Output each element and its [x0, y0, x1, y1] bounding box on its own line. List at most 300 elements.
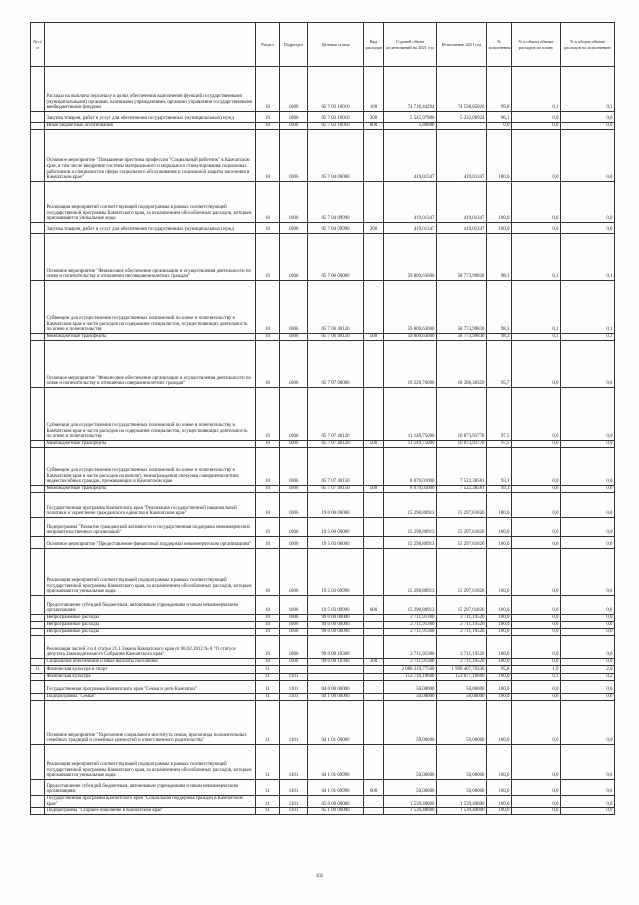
budget-table: [30, 22, 615, 815]
row-podrazdel: 1006: [280, 234, 308, 281]
row-share-plan: 0,0: [512, 549, 561, 596]
row-razdel: 10: [256, 112, 280, 123]
row-target-article: 19 5 03 00000: [308, 537, 364, 549]
row-annual-plan: 2 711,91300: [384, 622, 437, 629]
row-expense-type: [364, 182, 384, 223]
row-share-execution: 0,0: [561, 622, 615, 629]
row-execution-percent: 93,1: [487, 486, 512, 493]
row-share-execution: 2,0: [561, 666, 615, 674]
table-row: [31, 666, 615, 674]
row-expense-type: [364, 694, 384, 701]
row-razdel: 10: [256, 67, 280, 112]
row-annual-plan: 419,01347: [384, 130, 437, 182]
row-share-plan: 0,0: [512, 780, 561, 796]
row-execution-percent: 100,0: [487, 596, 512, 615]
row-target-article: 19 5 03 09990: [308, 549, 364, 596]
row-podrazdel: 1006: [280, 518, 308, 537]
row-execution: 58 773,99830: [437, 234, 487, 281]
row-share-plan: 0,0: [512, 123, 561, 130]
row-target-article: 05 1 00 00000: [308, 808, 364, 815]
row-razdel: 11: [256, 780, 280, 796]
row-execution: 74 538,85026: [437, 67, 487, 112]
row-execution: 50,00000: [437, 745, 487, 780]
row-annual-plan: 19 228,76000: [384, 341, 437, 388]
row-expense-type: [364, 636, 384, 659]
row-expense-type: [364, 808, 384, 815]
row-expense-type: 200: [364, 112, 384, 123]
row-target-article: 05 7 06 40120: [308, 334, 364, 341]
row-name: Непрограммные расходы: [45, 629, 256, 636]
row-share-plan: 0,0: [512, 112, 561, 123]
row-number: [31, 596, 45, 615]
row-name: Субвенции для осуществления государственных полномочий по опеке и попечительству в Камчатском крае в части расходов на содержание специалистов, осуществляющих деятельность по опеке и попечительству: [45, 388, 256, 441]
row-execution: 1 999 467,79336: [437, 666, 487, 674]
row-number: [31, 518, 45, 537]
row-target-article: 04 1 01 09990: [308, 745, 364, 780]
row-podrazdel: [280, 666, 308, 674]
row-share-execution: 0,0: [561, 123, 615, 130]
row-expense-type: 300: [364, 659, 384, 666]
row-annual-plan: 74 716,44294: [384, 67, 437, 112]
row-razdel: 10: [256, 537, 280, 549]
row-expense-type: 100: [364, 67, 384, 112]
row-execution: 2 711,19526: [437, 622, 487, 629]
row-target-article: 05 7 03 10010: [308, 67, 364, 112]
row-share-execution: 0,0: [561, 441, 615, 448]
row-expense-type: [364, 130, 384, 182]
row-number: [31, 615, 45, 622]
row-annual-plan: 59 809,63000: [384, 281, 437, 334]
table-row: [31, 681, 615, 694]
row-share-plan: 0,0: [512, 808, 561, 815]
row-share-execution: 0,0: [561, 808, 615, 815]
row-share-plan: 0,0: [512, 388, 561, 441]
row-podrazdel: 1006: [280, 537, 308, 549]
row-annual-plan: 15 298,80913: [384, 518, 437, 537]
row-share-plan: 0,0: [512, 518, 561, 537]
row-razdel: 11: [256, 674, 280, 681]
row-podrazdel: 1006: [280, 659, 308, 666]
row-name: Реализация частей 3 и 4 статьи 21.1 Закона Камчатского края от 08.02.2012 № 8 "О статусе депутата Законодательного Собрания Камчатского края": [45, 636, 256, 659]
row-name: Физическая культура и спорт: [45, 666, 256, 674]
table-row: [31, 67, 615, 112]
header-execution: Исполнение 2021 год: [437, 23, 487, 67]
row-razdel: 10: [256, 123, 280, 130]
row-name: Реализация мероприятий соответствующей подпрограммы в рамках соответствующей государственной программы Камчатского края, за исключением обособленных расходов, которым присваиваются уникальные коды: [45, 745, 256, 780]
row-annual-plan: 11 149,75000: [384, 441, 437, 448]
row-name: Государственная программа Камчатского края "Семья и дети Камчатки": [45, 681, 256, 694]
row-annual-plan: 2 711,91300: [384, 659, 437, 666]
row-podrazdel: 1006: [280, 629, 308, 636]
row-podrazdel: 1006: [280, 549, 308, 596]
row-annual-plan: 5,80000: [384, 123, 437, 130]
row-execution: 419,01347: [437, 223, 487, 234]
row-annual-plan: 153 710,19600: [384, 674, 437, 681]
row-expense-type: [364, 493, 384, 518]
row-share-execution: 0,0: [561, 596, 615, 615]
row-execution: 2 711,19526: [437, 629, 487, 636]
row-share-execution: 0,0: [561, 486, 615, 493]
row-execution-percent: 99,8: [487, 67, 512, 112]
row-expense-type: [364, 615, 384, 622]
row-share-plan: 0,0: [512, 681, 561, 694]
row-name: Расходы на выплаты персоналу в целях обеспечения выполнения функций государственными (муниципальными) органами, казенными учреждениями, органами управления государственными внебюджетными фондами: [45, 67, 256, 112]
row-share-execution: 0,0: [561, 636, 615, 659]
row-execution: 7 522,38581: [437, 486, 487, 493]
row-expense-type: [364, 281, 384, 334]
row-number: [31, 629, 45, 636]
row-target-article: 19 0 00 00000: [308, 493, 364, 518]
row-podrazdel: 1006: [280, 636, 308, 659]
header-share-execution: % в общем объеме расходов по исполнению: [561, 23, 615, 67]
row-podrazdel: 1006: [280, 223, 308, 234]
row-number: [31, 123, 45, 130]
row-expense-type: [364, 549, 384, 596]
row-name: Основное мероприятие "Финансовое обеспечение организации и осуществления деятельности по опеке и попечительству в отношении совершеннолетних граждан": [45, 341, 256, 388]
row-number: [31, 486, 45, 493]
row-execution: 7 522,38581: [437, 448, 487, 486]
table-row: [31, 234, 615, 281]
row-razdel: 11: [256, 808, 280, 815]
row-annual-plan: 2 086 319,77500: [384, 666, 437, 674]
row-execution-percent: 100,0: [487, 796, 512, 808]
row-podrazdel: 1006: [280, 448, 308, 486]
row-annual-plan: 419,01347: [384, 182, 437, 223]
row-share-plan: 0,0: [512, 130, 561, 182]
row-target-article: 04 1 01 00000: [308, 701, 364, 745]
row-name: Иные бюджетные ассигнования: [45, 123, 256, 130]
row-share-execution: 0,0: [561, 549, 615, 596]
row-annual-plan: 2 711,91300: [384, 615, 437, 622]
row-share-execution: 0,0: [561, 694, 615, 701]
row-annual-plan: 15 298,80913: [384, 537, 437, 549]
row-share-execution: 0,0: [561, 745, 615, 780]
table-row: [31, 808, 615, 815]
row-podrazdel: 1006: [280, 182, 308, 223]
row-execution-percent: 100,0: [487, 537, 512, 549]
row-execution-percent: 97,5: [487, 388, 512, 441]
table-row: [31, 780, 615, 796]
row-podrazdel: 1006: [280, 622, 308, 629]
row-execution: 58 773,99830: [437, 334, 487, 341]
row-razdel: 10: [256, 448, 280, 486]
row-name: Основное мероприятие "Финансовое обеспечение организации и осуществления деятельности по опеке и попечительству в отношении несовершеннолетних граждан": [45, 234, 256, 281]
row-target-article: 04 1 01 09990: [308, 780, 364, 796]
row-share-plan: 0,1: [512, 281, 561, 334]
row-execution: 50,00000: [437, 780, 487, 796]
table-row: [31, 448, 615, 486]
row-execution-percent: 98,3: [487, 281, 512, 334]
row-share-execution: 0,0: [561, 112, 615, 123]
page-number: 102: [315, 874, 324, 879]
row-annual-plan: 5 545,97900: [384, 112, 437, 123]
row-name: Закупка товаров, работ и услуг для обеспечения государственных (муниципальных) нужд: [45, 112, 256, 123]
row-share-execution: 0,0: [561, 780, 615, 796]
row-annual-plan: 50,00000: [384, 701, 437, 745]
row-annual-plan: 50,00000: [384, 780, 437, 796]
row-share-execution: 0,1: [561, 234, 615, 281]
row-share-plan: 0,0: [512, 341, 561, 388]
row-execution: 5 332,06924: [437, 112, 487, 123]
row-expense-type: [364, 629, 384, 636]
row-name: Основное мероприятие "Предоставление финансовой поддержки некоммерческим организациям": [45, 537, 256, 549]
header-target-article: Целевая статья: [308, 23, 364, 67]
row-razdel: 10: [256, 518, 280, 537]
row-number: [31, 234, 45, 281]
row-razdel: 11: [256, 796, 280, 808]
row-share-execution: 0,0: [561, 615, 615, 622]
row-annual-plan: 15 298,80913: [384, 549, 437, 596]
row-execution-percent: 100,0: [487, 701, 512, 745]
row-expense-type: [364, 388, 384, 441]
row-annual-plan: 419,01347: [384, 223, 437, 234]
row-target-article: 99 0 00 00000: [308, 615, 364, 622]
row-target-article: 04 0 00 00000: [308, 681, 364, 694]
row-target-article: 99 0 00 00000: [308, 629, 364, 636]
header-annual-plan: Годовой объем ассигнований на 2021 год: [384, 23, 437, 67]
row-annual-plan: 15 298,80913: [384, 596, 437, 615]
row-name: Основное мероприятие "Повышение престижа профессии "Социальный работник" в Камчатском крае, в том числе внедрение системы материального и морального стимулирования социальных работников и специалистов сферы социального обслуживания и социальной защиты населения в Камчатском крае": [45, 130, 256, 182]
row-podrazdel: 1006: [280, 334, 308, 341]
row-name: Непрограммные расходы: [45, 615, 256, 622]
row-number: [31, 636, 45, 659]
row-target-article: 05 7 03 10010: [308, 123, 364, 130]
table-body: [31, 67, 615, 815]
row-annual-plan: 50,00000: [384, 694, 437, 701]
row-execution: 15 297,61826: [437, 596, 487, 615]
row-share-execution: 0,1: [561, 281, 615, 334]
row-razdel: 10: [256, 636, 280, 659]
row-execution: 15 297,61826: [437, 493, 487, 518]
row-expense-type: 600: [364, 780, 384, 796]
row-expense-type: [364, 622, 384, 629]
row-target-article: 05 7 06 00000: [308, 234, 364, 281]
table-row: [31, 659, 615, 666]
row-number: [31, 388, 45, 441]
row-number: [31, 681, 45, 694]
row-target-article: 05 7 07 00000: [308, 341, 364, 388]
row-execution-percent: 95,7: [487, 341, 512, 388]
row-razdel: 11: [256, 694, 280, 701]
row-podrazdel: 1006: [280, 486, 308, 493]
row-target-article: [308, 674, 364, 681]
row-share-plan: 0,1: [512, 334, 561, 341]
row-share-plan: 0,1: [512, 234, 561, 281]
row-target-article: 05 7 06 40120: [308, 281, 364, 334]
row-annual-plan: 11 149,75000: [384, 388, 437, 441]
row-share-execution: 0,0: [561, 518, 615, 537]
row-name: Предоставление субсидий бюджетным, автономным учреждениям и иным некоммерческим организациям: [45, 780, 256, 796]
row-podrazdel: 1101: [280, 694, 308, 701]
row-number: [31, 493, 45, 518]
row-execution: 419,01347: [437, 182, 487, 223]
row-number: [31, 659, 45, 666]
row-expense-type: [364, 745, 384, 780]
table-row: [31, 701, 615, 745]
table-row: [31, 486, 615, 493]
row-number: [31, 334, 45, 341]
row-expense-type: [364, 674, 384, 681]
row-annual-plan: 8 079,01000: [384, 486, 437, 493]
row-execution: 50,00000: [437, 701, 487, 745]
row-target-article: 99 0 00 00000: [308, 622, 364, 629]
table-row: [31, 441, 615, 448]
table-header-row: [31, 23, 615, 67]
row-number: [31, 796, 45, 808]
row-razdel: 10: [256, 596, 280, 615]
row-expense-type: [364, 701, 384, 745]
row-execution-percent: 100,0: [487, 182, 512, 223]
row-name: Физическая культура: [45, 674, 256, 681]
row-razdel: 10: [256, 629, 280, 636]
row-podrazdel: 1006: [280, 388, 308, 441]
row-execution-percent: 0,0: [487, 123, 512, 130]
row-execution-percent: 100,0: [487, 130, 512, 182]
row-target-article: 05 7 04 00000: [308, 130, 364, 182]
row-expense-type: [364, 518, 384, 537]
row-number: [31, 281, 45, 334]
row-number: 11: [31, 666, 45, 674]
row-execution-percent: 98,3: [487, 334, 512, 341]
row-target-article: 05 7 07 40120: [308, 388, 364, 441]
row-share-execution: 0,0: [561, 796, 615, 808]
row-execution-percent: 95,8: [487, 666, 512, 674]
row-razdel: 10: [256, 615, 280, 622]
row-name: Реализация мероприятий соответствующей подпрограммы в рамках соответствующей государственной программы Камчатского края, за исключением обособленных расходов, которым присваиваются уникальные коды: [45, 549, 256, 596]
row-number: [31, 808, 45, 815]
row-number: [31, 441, 45, 448]
row-execution: [437, 123, 487, 130]
table-row: [31, 615, 615, 622]
row-podrazdel: 1006: [280, 615, 308, 622]
row-name: Межбюджетные трансферты: [45, 486, 256, 493]
row-podrazdel: 1101: [280, 796, 308, 808]
row-razdel: 10: [256, 549, 280, 596]
row-share-plan: 0,0: [512, 636, 561, 659]
row-execution-percent: 100,0: [487, 694, 512, 701]
table-row: [31, 518, 615, 537]
row-execution-percent: 100,0: [487, 493, 512, 518]
row-razdel: 10: [256, 130, 280, 182]
table-row: [31, 694, 615, 701]
row-razdel: 11: [256, 745, 280, 780]
row-number: [31, 182, 45, 223]
table-row: [31, 341, 615, 388]
table-row: [31, 745, 615, 780]
table-row: [31, 537, 615, 549]
row-expense-type: 500: [364, 441, 384, 448]
row-expense-type: [364, 537, 384, 549]
row-name: Межбюджетные трансферты: [45, 441, 256, 448]
row-share-execution: 0,1: [561, 334, 615, 341]
row-target-article: [308, 666, 364, 674]
row-share-plan: 0,0: [512, 745, 561, 780]
row-share-execution: 0,0: [561, 629, 615, 636]
row-execution: 18 396,30359: [437, 341, 487, 388]
row-razdel: 10: [256, 659, 280, 666]
row-annual-plan: 50,00000: [384, 681, 437, 694]
header-razdel: Раздел: [256, 23, 280, 67]
row-podrazdel: 1006: [280, 130, 308, 182]
row-razdel: 11: [256, 701, 280, 745]
row-share-execution: 0,0: [561, 341, 615, 388]
table-row: [31, 334, 615, 341]
row-share-plan: 1,9: [512, 666, 561, 674]
row-expense-type: [364, 796, 384, 808]
row-target-article: 05 7 07 40120: [308, 441, 364, 448]
row-number: [31, 112, 45, 123]
row-execution-percent: 100,0: [487, 808, 512, 815]
row-execution-percent: 100,0: [487, 223, 512, 234]
row-expense-type: [364, 681, 384, 694]
row-execution: 419,01347: [437, 130, 487, 182]
row-target-article: 04 1 00 00000: [308, 694, 364, 701]
row-share-execution: 0,0: [561, 493, 615, 518]
row-razdel: 10: [256, 234, 280, 281]
table-row: [31, 796, 615, 808]
row-razdel: 10: [256, 334, 280, 341]
row-expense-type: [364, 234, 384, 281]
row-number: [31, 745, 45, 780]
row-execution: 153 677,19600: [437, 674, 487, 681]
row-annual-plan: 50,00000: [384, 745, 437, 780]
row-expense-type: 600: [364, 596, 384, 615]
row-name: Подпрограмма "Старшее поколение в Камчатском крае": [45, 808, 256, 815]
row-share-execution: 0,0: [561, 388, 615, 441]
row-annual-plan: 8 079,01000: [384, 448, 437, 486]
row-number: [31, 223, 45, 234]
header-share-plan: % в общем объеме расходов по плану: [512, 23, 561, 67]
row-razdel: 10: [256, 182, 280, 223]
row-razdel: 11: [256, 666, 280, 674]
row-name: Субвенции для осуществления государственных полномочий по опеке и попечительству в Камчатском крае в части расходов на выплату вознаграждения опекунам совершеннолетних недееспособных граждан, проживающих в Камчатском крае: [45, 448, 256, 486]
row-execution-percent: 100,0: [487, 674, 512, 681]
row-podrazdel: 1101: [280, 701, 308, 745]
row-razdel: 10: [256, 281, 280, 334]
row-name: Государственная программа Камчатского края "Социальная поддержка граждан в Камчатском крае": [45, 796, 256, 808]
row-target-article: 05 0 00 00000: [308, 796, 364, 808]
row-share-execution: 0,0: [561, 537, 615, 549]
row-share-execution: 0,1: [561, 67, 615, 112]
row-target-article: 05 7 07 40150: [308, 486, 364, 493]
row-razdel: 10: [256, 441, 280, 448]
table-row: [31, 182, 615, 223]
row-target-article: 99 0 00 10300: [308, 636, 364, 659]
row-share-plan: 0,0: [512, 493, 561, 518]
row-execution-percent: 98,3: [487, 234, 512, 281]
row-podrazdel: 1101: [280, 745, 308, 780]
row-annual-plan: 15 298,80913: [384, 493, 437, 518]
row-number: [31, 674, 45, 681]
row-name: Закупка товаров, работ и услуг для обеспечения государственных (муниципальных) нужд: [45, 223, 256, 234]
table-row: [31, 596, 615, 615]
table-row: [31, 112, 615, 123]
row-share-execution: 0,0: [561, 182, 615, 223]
row-share-plan: 0,0: [512, 448, 561, 486]
row-name: Социальное обеспечение и иные выплаты населению: [45, 659, 256, 666]
row-share-plan: 0,1: [512, 674, 561, 681]
row-execution: 10 873,91778: [437, 388, 487, 441]
row-execution: 15 297,61826: [437, 518, 487, 537]
row-podrazdel: 1006: [280, 112, 308, 123]
row-annual-plan: 1 539,40000: [384, 796, 437, 808]
row-share-plan: 0,0: [512, 622, 561, 629]
row-expense-type: 200: [364, 223, 384, 234]
row-number: [31, 694, 45, 701]
row-number: [31, 549, 45, 596]
row-execution-percent: 100,0: [487, 681, 512, 694]
row-podrazdel: 1101: [280, 681, 308, 694]
